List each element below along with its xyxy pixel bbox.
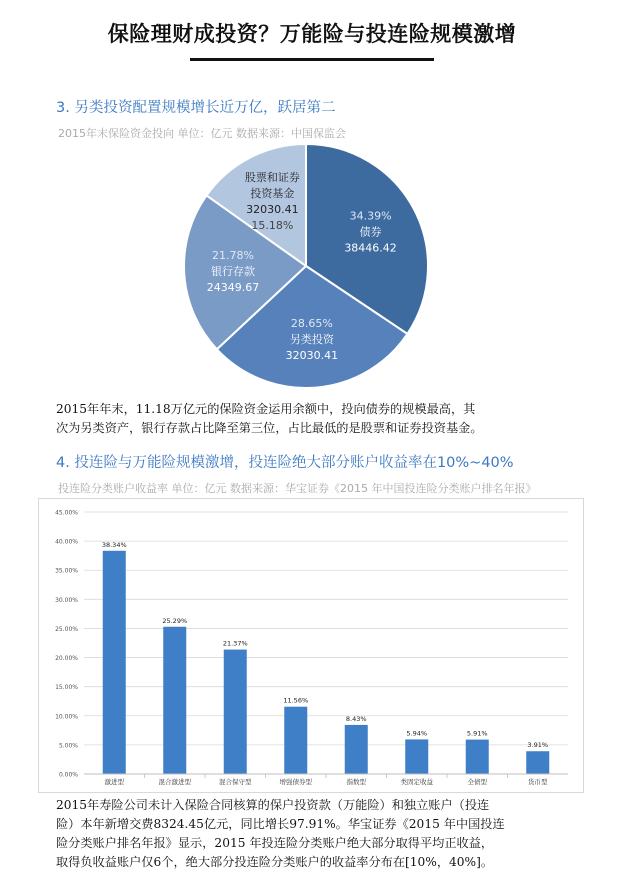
bar-value-label: 3.91%: [527, 741, 549, 750]
x-tick-label: 激进型: [104, 778, 124, 786]
page-title: 保险理财成投资？万能险与投连险规模激增: [107, 22, 517, 46]
bar: [103, 551, 126, 774]
section4-paragraph-line: 2015年寿险公司未计入保险合同核算的保户投资款（万能险）和独立账户（投连: [56, 798, 490, 812]
bar-value-label: 21.37%: [222, 639, 248, 648]
pie-slice-label: 股票和证券: [244, 170, 300, 184]
y-tick-label: 10.00%: [55, 713, 78, 721]
bar: [345, 725, 368, 774]
y-tick-label: 15.00%: [55, 684, 78, 692]
section3-heading: 3. 另类投资配置规模增长近万亿，跃居第二: [56, 100, 336, 116]
bar-value-label: 5.91%: [466, 729, 488, 738]
pie-slice-percent: 15.18%: [251, 218, 294, 232]
pie-chart: [0, 142, 624, 402]
pie-slice-label: 债券: [359, 225, 382, 239]
bar-chart: [38, 498, 584, 793]
section4-paragraph-line: 取得负收益账户仅6个，绝大部分投连险分类账户的收益率分布在[10%，40%]。: [56, 855, 494, 869]
bar-value-label: 5.94%: [406, 729, 428, 738]
bar: [466, 740, 489, 774]
x-tick-label: 指数型: [346, 778, 366, 786]
bar: [224, 650, 247, 774]
bar-value-label: 8.43%: [345, 714, 367, 723]
section3-paragraph-line: 2015年年末，11.18万亿元的保险资金运用余额中，投向债券的规模最高，其: [56, 402, 476, 416]
y-tick-label: 20.00%: [55, 655, 78, 663]
section4-paragraph-line: 险分类账户排名年报》显示，2015 年投连险分类账户绝大部分取得平均正收益，: [56, 836, 494, 850]
pie-slice-label: 投资基金: [250, 186, 295, 200]
section4-paragraph: [56, 796, 576, 872]
pie-slice-label: 另类投资: [289, 332, 334, 346]
bar: [284, 707, 307, 774]
pie-slice-percent: 21.78%: [211, 248, 254, 262]
x-tick-label: 混合保守型: [219, 778, 252, 786]
bar-value-label: 38.34%: [101, 540, 127, 549]
y-tick-label: 45.00%: [55, 509, 78, 517]
pie-slice-label: 银行存款: [210, 264, 255, 278]
title-underline: [190, 58, 434, 61]
y-tick-label: 25.00%: [55, 625, 78, 633]
bar: [526, 751, 549, 774]
section3-subtitle: 2015年末保险资金投向 单位：亿元 数据来源：中国保监会: [58, 127, 346, 140]
section3-paragraph: [56, 400, 576, 438]
pie-slice-value: 32030.41: [285, 348, 339, 362]
y-tick-label: 35.00%: [55, 567, 78, 575]
y-tick-label: 30.00%: [55, 596, 78, 604]
x-tick-label: 混合激进型: [158, 778, 191, 786]
pie-slice-value: 32030.41: [246, 202, 299, 216]
x-tick-label: 全债型: [467, 778, 487, 786]
section3-paragraph-line: 次为另类资产，银行存款占比降至第三位，占比最低的是股票和证券投资基金。: [56, 421, 483, 435]
bar: [405, 739, 428, 774]
pie-slice-percent: 34.39%: [349, 209, 392, 223]
bar: [163, 627, 186, 774]
x-tick-label: 类固定收益: [400, 778, 433, 786]
y-tick-label: 0.00%: [58, 771, 78, 779]
pie-slice-percent: 28.65%: [290, 316, 333, 330]
bar-value-label: 11.56%: [283, 696, 309, 705]
y-tick-label: 5.00%: [58, 742, 78, 750]
section4-heading: 4. 投连险与万能险规模激增，投连险绝大部分账户收益率在10%~40%: [56, 455, 514, 471]
x-tick-label: 货币型: [528, 778, 548, 786]
x-tick-label: 增强债券型: [279, 778, 312, 786]
bar-value-label: 25.29%: [162, 616, 188, 625]
y-tick-label: 40.00%: [55, 538, 78, 546]
pie-slice-value: 38446.42: [344, 241, 397, 255]
section4-subtitle: 投连险分类账户收益率 单位：亿元 数据来源：华宝证券《2015 年中国投连险分类账户排名年报》: [58, 482, 537, 495]
pie-slice-value: 24349.67: [206, 280, 260, 294]
section4-paragraph-line: 险）本年新增交费8324.45亿元，同比增长97.91%。华宝证券《2015 年中国投连: [56, 817, 505, 831]
